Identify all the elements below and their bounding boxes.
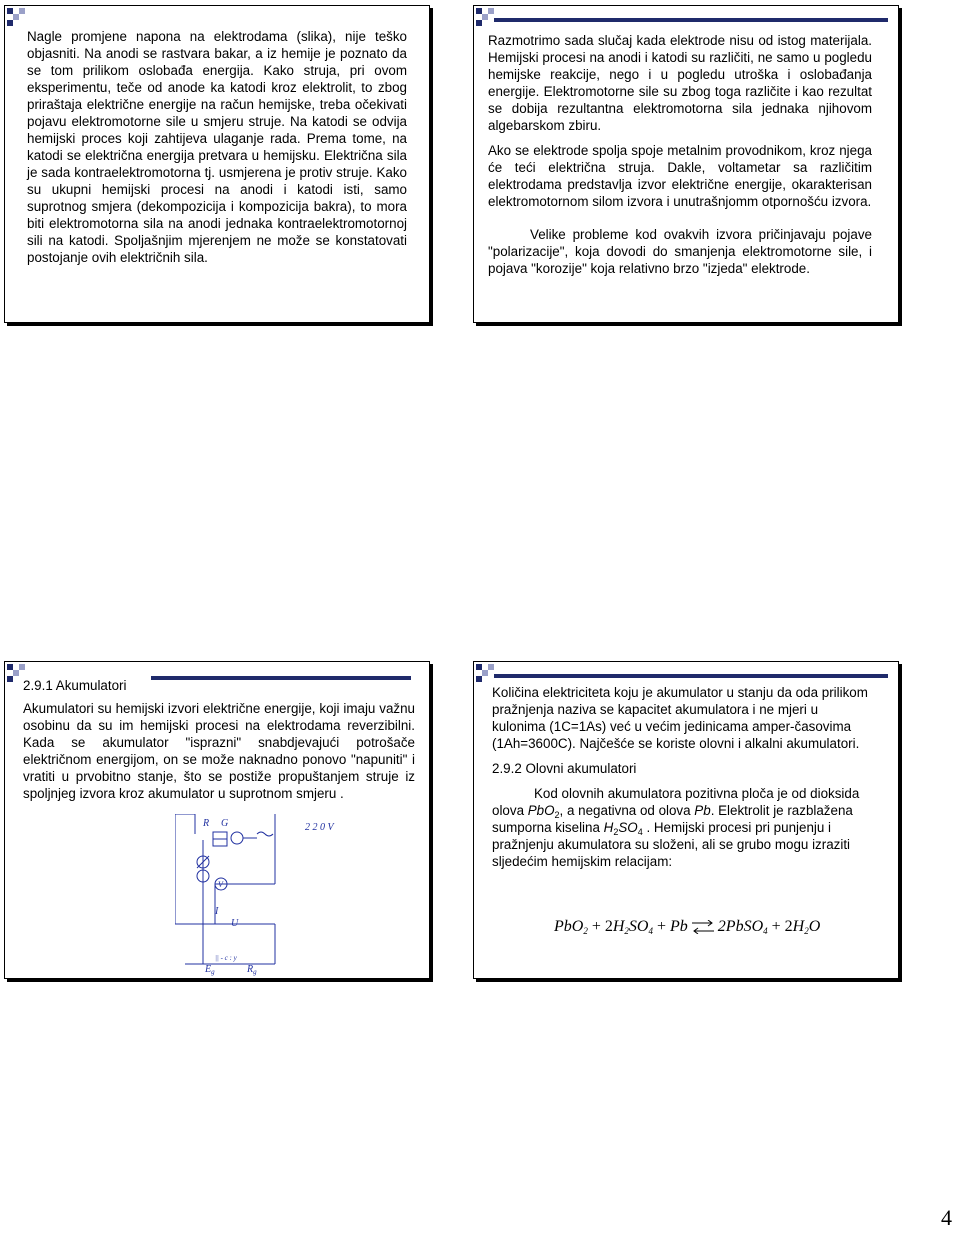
slide-body-text: Nagle promjene napona na elektrodama (slika), nije teško objasniti. Na anodi se rastvara bakar, a iz hemije je poznato da se tom prilikom oslobađa energija. Kako struja, pri ovom eksperimentu, teče od anode ka katodi kroz elektrolit, to zbog priraštaja električne energije na račun hemijske, treba očekivati pojavu elektromotorne sile u smjeru struje. Na katodi se odvija hemijski proces koji zahtijeva ulaganje rada. Prema tome, na katodi se električna energija pretvara u hemijsku. Električna sila je sada kontraelektromotorna tj. usmjerena je protiv struje. Kako su ukupni hemijski procesi na anodi i katodi isti, samo suprotnog smjera (dekompozicija i kompozicija bakra), to mora biti elektromotorna sila na anodi jednaka kontraelektromotornoj sili na katodi. Spoljašnjim mjerenjem ne može se konstatovati postojanje ovih električnih sila.	[27, 29, 407, 265]
section-heading: 2.9.1 Akumulatori	[23, 678, 127, 693]
label-u: U	[231, 918, 239, 929]
decor-square-icon	[476, 676, 482, 682]
slide-3	[4, 661, 430, 979]
label-eg: E	[205, 964, 212, 975]
paragraph: Razmotrimo sada slučaj kada elektrode nisu od istog materijala. Hemijski procesi na anodi i katodi su različiti, ne samo u pogledu hemijske reakcije, nego i u pogledu utroška i oslobađanja energije. Elektromotorne sile su zbog toga različite i kao rezultat se dobija rezultantna elektromotorna sila jednaka njihovom algebarskom zbiru.	[488, 33, 872, 133]
decor-square-icon	[476, 20, 482, 26]
label-mid: || - c : y	[215, 954, 237, 962]
paragraph: Ako se elektrode spolja spoje metalnim provodnikom, kroz njega će teći električna struja. Dakle, voltametar sa različitim elektrodama predstavlja izvor električne energije, okarakterisan elektromotornom silom izvora i unutrašnjomm otpornošću izvora.	[488, 143, 872, 209]
decor-square-icon	[19, 8, 25, 14]
decor-square-icon	[482, 14, 488, 20]
circuit-diagram	[175, 814, 405, 976]
page-number: 4	[941, 1205, 952, 1230]
decor-square-icon	[7, 20, 13, 26]
chemical-equation: $PbO_2 + 2H_2SO_4 + Pb$ 2PbSO$_4$ + $2H_2O$	[554, 918, 821, 936]
paragraph: Velike probleme kod ovakvih izvora pričinjavaju pojave "polarizacije", koja dovodi do smanjenja elektromotorne sile, i pojava "korozije" koja relativno brzo "izjeda" elektrode.	[488, 227, 872, 276]
svg-text:Eg	[204, 964, 215, 976]
label-i: I	[215, 906, 219, 917]
decor-square-icon	[13, 670, 19, 676]
label-eg-sub: g	[211, 968, 215, 976]
slide-body-text	[488, 32, 872, 277]
svg-text:Rg	[246, 964, 257, 976]
decor-square-icon	[482, 670, 488, 676]
label-v: V	[218, 880, 223, 889]
slide-2	[473, 5, 899, 323]
slide-body-text: Akumulatori su hemijski izvori električne energije, koji imaju važnu osobinu da su im hemijski procesi na elektrodama reverzibilni. Kada se akumulator "isprazni" snabdjevajući potrošače električnom energijom, on se može naknadno ponovo "napuniti" i vratiti u prvobitno stanje, što se postiže propuštanjem struje iz spoljnjeg izvora kroz akumulator u suprotnom smjeru .	[23, 701, 415, 801]
header-line	[151, 676, 411, 680]
slide-body-text	[492, 684, 874, 870]
paragraph: Kod olovnih akumulatora pozitivna ploča je od dioksida olova PbO$_2$, a negativna od olova Pb. Elektrolit je razblažena sumporna kiselina $H_2SO_4$ . Hemijski procesi pri punjenju i pražnjenju akumulatora su složeni, ali se grubo mogu izraziti sljedećim hemijskim relacijam:	[492, 786, 860, 869]
decor-square-icon	[19, 664, 25, 670]
decor-square-icon	[488, 8, 494, 14]
decor-square-icon	[7, 676, 13, 682]
label-r: R	[203, 818, 210, 829]
paragraph: Količina elektriciteta koju je akumulator u stanju da oda prilikom pražnjenja naziva se kapacitet akumulatora i ne mjeri u kulonima (1C=1As) već u većim jedinicama amper-časovima (1Ah=3600C). Najčešće se koriste olovni i alkalni akumulatori.	[492, 685, 868, 751]
label-rg-sub: g	[253, 968, 257, 976]
decor-square-icon	[488, 664, 494, 670]
label-rg: R	[247, 964, 254, 975]
decor-square-icon	[13, 14, 19, 20]
label-g: G	[221, 818, 229, 829]
voltage-label: 2 2 0 V	[305, 822, 334, 833]
reversible-arrows-icon	[690, 920, 716, 934]
subsection-heading: 2.9.2 Olovni akumulatori	[492, 761, 637, 776]
slide-1	[4, 5, 430, 323]
header-line	[494, 18, 888, 22]
slide-4	[473, 661, 899, 979]
header-line	[494, 674, 888, 678]
